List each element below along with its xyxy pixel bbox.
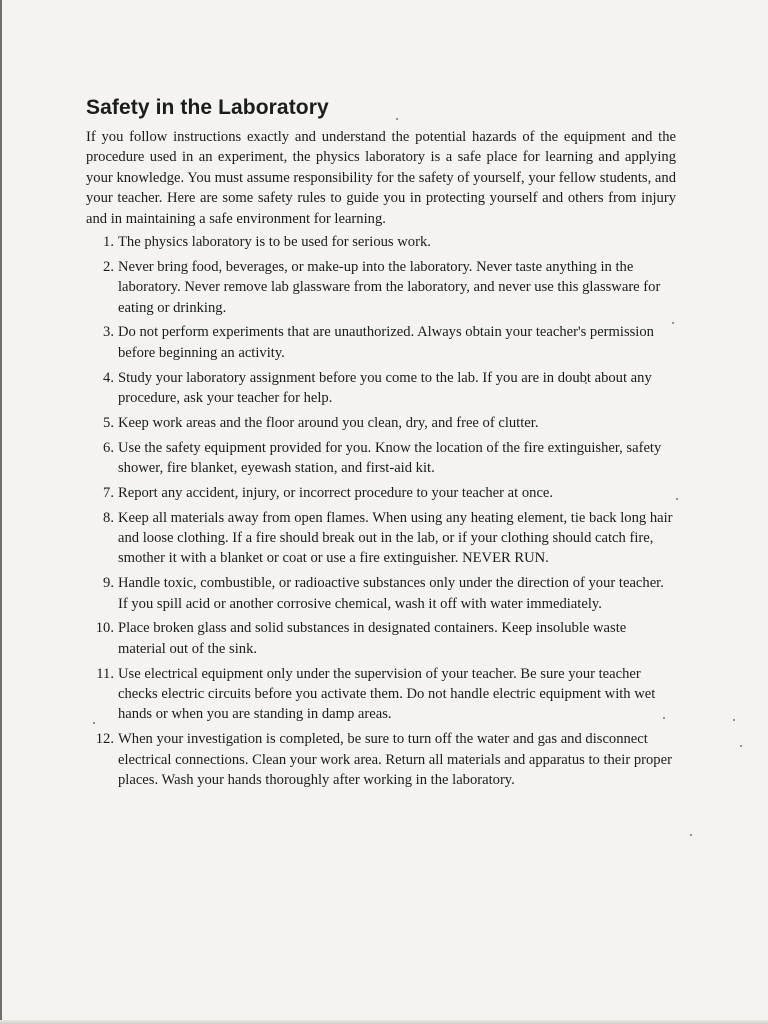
rule-text: Study your laboratory assignment before you come to the lab. If you are in doubt about any procedure, ask your teacher for help. [118,369,652,407]
rule-number: 4. [103,369,114,386]
rule-number: 7. [103,484,114,501]
document-page [86,96,676,795]
safety-rule [86,664,676,725]
rule-text: Keep work areas and the floor around you clean, dry, and free of clutter. [118,414,539,431]
safety-rules-list [86,232,676,790]
rule-text: The physics laboratory is to be used for serious work. [118,234,431,251]
rule-number: 5. [103,414,114,431]
rule-number: 12. [95,731,114,748]
scan-speck [676,498,678,500]
safety-rule [86,438,676,479]
safety-rule [86,413,676,433]
rule-text: Place broken glass and solid substances in designated containers. Keep insoluble waste material out of the sink. [118,620,627,657]
rule-number: 9. [103,575,114,592]
rule-text: Report any accident, injury, or incorrect procedure to your teacher at once. [118,484,554,501]
safety-rule [86,322,676,363]
safety-rule [86,573,676,614]
rule-text: Use the safety equipment provided for you. Know the location of the fire extinguisher, safety shower, fire blanket, eyewash station, and first-aid kit. [118,439,662,477]
safety-rule [86,257,676,318]
scan-speck [740,745,742,747]
rule-text: When your investigation is completed, be sure to turn off the water and gas and disconnect electrical connections. Clean your work area. Return all materials and apparatus to their proper places. Wash your hands thoroughly after working in the laboratory. [118,731,672,789]
safety-rule [86,368,676,409]
document-title: Safety in the Laboratory [86,96,329,119]
safety-rule [86,618,676,659]
rule-text: Keep all materials away from open flames. When using any heating element, tie back long hair and loose clothing. If a fire should break out in the lab, or if your clothing should catch fire, smother it with a blanket or coat or use a fire extinguisher. NEVER RUN. [118,509,673,567]
scan-bottom-edge [0,1020,768,1024]
safety-rule [86,232,676,252]
safety-rule [86,508,676,569]
rule-text: Handle toxic, combustible, or radioactive substances only under the direction of your teacher. If you spill acid or another corrosive chemical, wash it off with water immediately. [118,575,664,612]
scan-left-edge [0,0,2,1024]
rule-text: Never bring food, beverages, or make-up into the laboratory. Never taste anything in the laboratory. Never remove lab glassware from the laboratory, and never use this glassware for eating or drinking. [118,258,661,316]
rule-text: Use electrical equipment only under the supervision of your teacher. Be sure your teacher checks electric circuits before you activate them. Do not handle electric equipment with wet hands or when you are standing in damp areas. [118,665,656,723]
rule-number: 8. [103,509,114,526]
safety-rule [86,729,676,790]
rule-number: 2. [103,258,114,275]
intro-paragraph: If you follow instructions exactly and understand the potential hazards of the equipment and the procedure used in an experiment, the physics laboratory is a safe place for learning and applying your knowledge. You must assume responsibility for the safety of yourself, your fellow students, and your teacher. Here are some safety rules to guide you in protecting yourself and others from injury and in maintaining a safe environment for learning. [86,129,676,227]
rule-number: 11. [96,665,114,682]
rule-number: 1. [103,234,114,251]
rule-number: 6. [103,439,114,456]
rule-number: 3. [103,324,114,341]
rule-text: Do not perform experiments that are unauthorized. Always obtain your teacher's permission before beginning an activity. [118,324,654,361]
rule-number: 10. [95,620,114,637]
scan-speck [733,719,735,721]
scan-speck [690,834,692,836]
safety-rule [86,483,676,503]
